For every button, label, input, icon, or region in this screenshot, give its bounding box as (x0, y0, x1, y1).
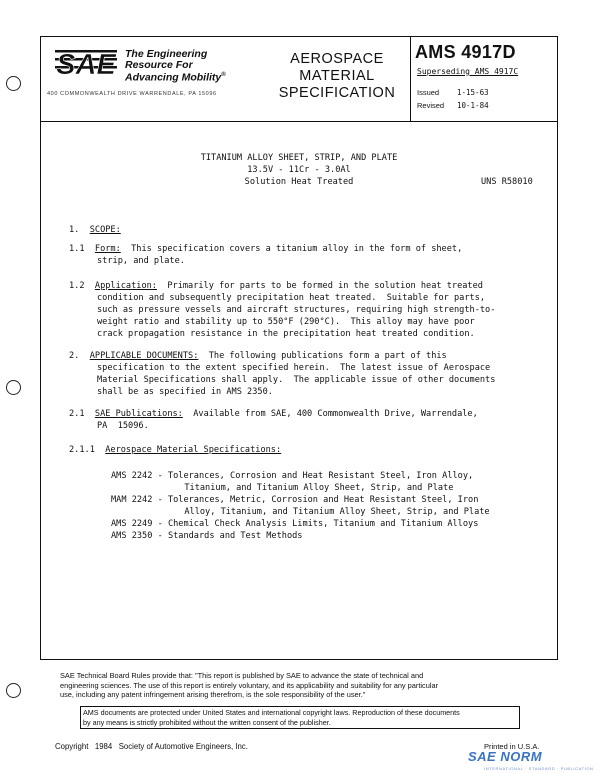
section-2-1-text-1: Available from SAE, 400 Commonwealth Drive, Warrendale, (193, 409, 478, 419)
title-line-3: Solution Heat Treated (244, 177, 354, 187)
doc-ams-2242 (111, 471, 473, 483)
board-rules-notice (60, 671, 520, 700)
doc-ams-2350 (111, 531, 302, 543)
section-1-2-text-5: crack propagation resistance in the precipitation heat treated condition. (97, 329, 475, 339)
issued-row (417, 88, 489, 97)
section-1-2-label: Application: (94, 281, 157, 291)
sae-address: 400 COMMONWEALTH DRIVE WARRENDALE, PA 15096 (47, 91, 217, 97)
section-1-1-number: 1.1 (69, 244, 85, 254)
doc-title-line-1: - Tolerances, Metric, Corrosion and Heat Resistant Steel, Iron (157, 495, 479, 505)
spec-type (267, 37, 407, 121)
section-2-text-1: The following publications form a part of this (208, 351, 447, 361)
spec-type-line-1: AEROSPACE (290, 51, 384, 67)
section-2-1-text-2: PA 15096. (97, 421, 149, 431)
section-2-1-1-label: Aerospace Material Specifications: (105, 445, 282, 455)
tagline (125, 49, 226, 83)
section-1-1-text-1: This specification covers a titanium alloy in the form of sheet, (131, 244, 463, 254)
spec-type-line-3: SPECIFICATION (278, 85, 396, 101)
revised-row (417, 101, 489, 110)
section-2-text-3: Material Specifications shall apply. The applicable issue of other documents (97, 375, 496, 385)
section-2-text-4: shall be as specified in AMS 2350. (97, 387, 273, 397)
ams-block (410, 37, 558, 121)
revised-date: 10-1-84 (457, 101, 489, 110)
section-1-title: SCOPE: (89, 225, 121, 235)
uns-number: UNS R58010 (481, 177, 533, 187)
section-2-1 (69, 409, 478, 421)
copyright-notice-box (80, 706, 520, 729)
doc-title-line-1: - Standards and Test Methods (157, 531, 303, 541)
sae-logo-text: SAE (56, 49, 116, 79)
punch-hole-middle (6, 380, 21, 395)
issued-label: Issued (417, 88, 440, 97)
section-2-text-2: specification to the extent specified herein. The latest issue of Aerospace (97, 363, 491, 373)
doc-mam-2242 (111, 495, 478, 507)
section-1-2-text-3: such as pressure vessels and aircraft structures, requiring high strength-to- (97, 305, 496, 315)
title-line-2: 13.5V - 11Cr - 3.0Al (247, 165, 351, 175)
doc-title-line-2: Alloy, Titanium, and Titanium Alloy Sheet, Strip, and Plate (174, 507, 490, 517)
section-1 (69, 225, 121, 237)
watermark-logo: SAE NORM (468, 749, 543, 764)
doc-id: AMS 2242 (111, 471, 153, 481)
title-line-1: TITANIUM ALLOY SHEET, STRIP, AND PLATE (200, 153, 398, 163)
doc-title-line-1: - Tolerances, Corrosion and Heat Resistant Steel, Iron Alloy, (157, 471, 474, 481)
section-2-1-label: SAE Publications: (94, 409, 183, 419)
section-2-1-number: 2.1 (69, 409, 85, 419)
tagline-line-3: Advancing Mobility (125, 71, 222, 84)
section-2-number: 2. (69, 351, 80, 361)
section-1-1-label: Form: (94, 244, 121, 254)
section-1-number: 1. (69, 225, 80, 235)
copyright-line: Copyright 1984 Society of Automotive Engineers, Inc. (55, 742, 248, 751)
section-1-2-text-4: weight ratio and stability up to 550°F (290°C). This alloy may have poor (97, 317, 475, 327)
doc-title-line-1: - Chemical Check Analysis Limits, Titanium and Titanium Alloys (157, 519, 479, 529)
board-rules-line-3: use, including any patent infringement arising therefrom, is the sole responsibility of the user." (60, 690, 366, 699)
printed-in: Printed in U.S.A. (484, 742, 540, 751)
doc-id: AMS 2350 (111, 531, 153, 541)
doc-ams-2249 (111, 519, 478, 531)
doc-title-line-2: Titanium, and Titanium Alloy Sheet, Strip, and Plate (174, 483, 454, 493)
section-2-1-1 (69, 445, 281, 457)
section-1-1-text-2: strip, and plate. (97, 256, 185, 266)
registered-mark: ® (221, 72, 226, 78)
copyright-notice-line-2: by any means is strictly prohibited without the written consent of the publisher. (83, 717, 331, 727)
section-1-2-text-2: condition and subsequently precipitation heat treated. Suitable for parts, (97, 293, 486, 303)
board-rules-line-1: SAE Technical Board Rules provide that: "This report is published by SAE to advance the state of technical and (60, 671, 424, 680)
section-1-2 (69, 281, 483, 293)
document-header (41, 37, 557, 122)
issued-date: 1-15-63 (457, 88, 489, 97)
doc-id: MAM 2242 (111, 495, 153, 505)
doc-id: AMS 2249 (111, 519, 153, 529)
section-2 (69, 351, 447, 363)
punch-hole-top (6, 76, 21, 91)
punch-hole-bottom (6, 683, 21, 698)
watermark-subtext: INTERNATIONAL · STANDARD · PUBLICATION (484, 766, 594, 771)
sae-logo (55, 47, 117, 79)
section-2-title: APPLICABLE DOCUMENTS: (89, 351, 199, 361)
document-frame (40, 36, 558, 660)
ams-number: AMS 4917D (415, 42, 516, 62)
section-1-2-text-1: Primarily for parts to be formed in the solution heat treated (167, 281, 483, 291)
sae-logo-block (41, 37, 265, 121)
spec-type-line-2: MATERIAL (299, 68, 375, 84)
section-1-2-number: 1.2 (69, 281, 85, 291)
supersedes: Superseding AMS 4917C (417, 67, 519, 76)
section-2-1-1-number: 2.1.1 (69, 445, 95, 455)
tagline-line-1: The Engineering (125, 48, 208, 60)
copyright-notice-line-1: AMS documents are protected under United States and international copyright laws. Reproduction of these documents (83, 708, 460, 717)
tagline-line-2: Resource For (125, 58, 193, 71)
revised-label: Revised (417, 101, 445, 110)
section-1-1 (69, 244, 462, 256)
board-rules-line-2: engineering sciences. The use of this report is entirely voluntary, and its applicability and suitability for any particular (60, 680, 439, 690)
